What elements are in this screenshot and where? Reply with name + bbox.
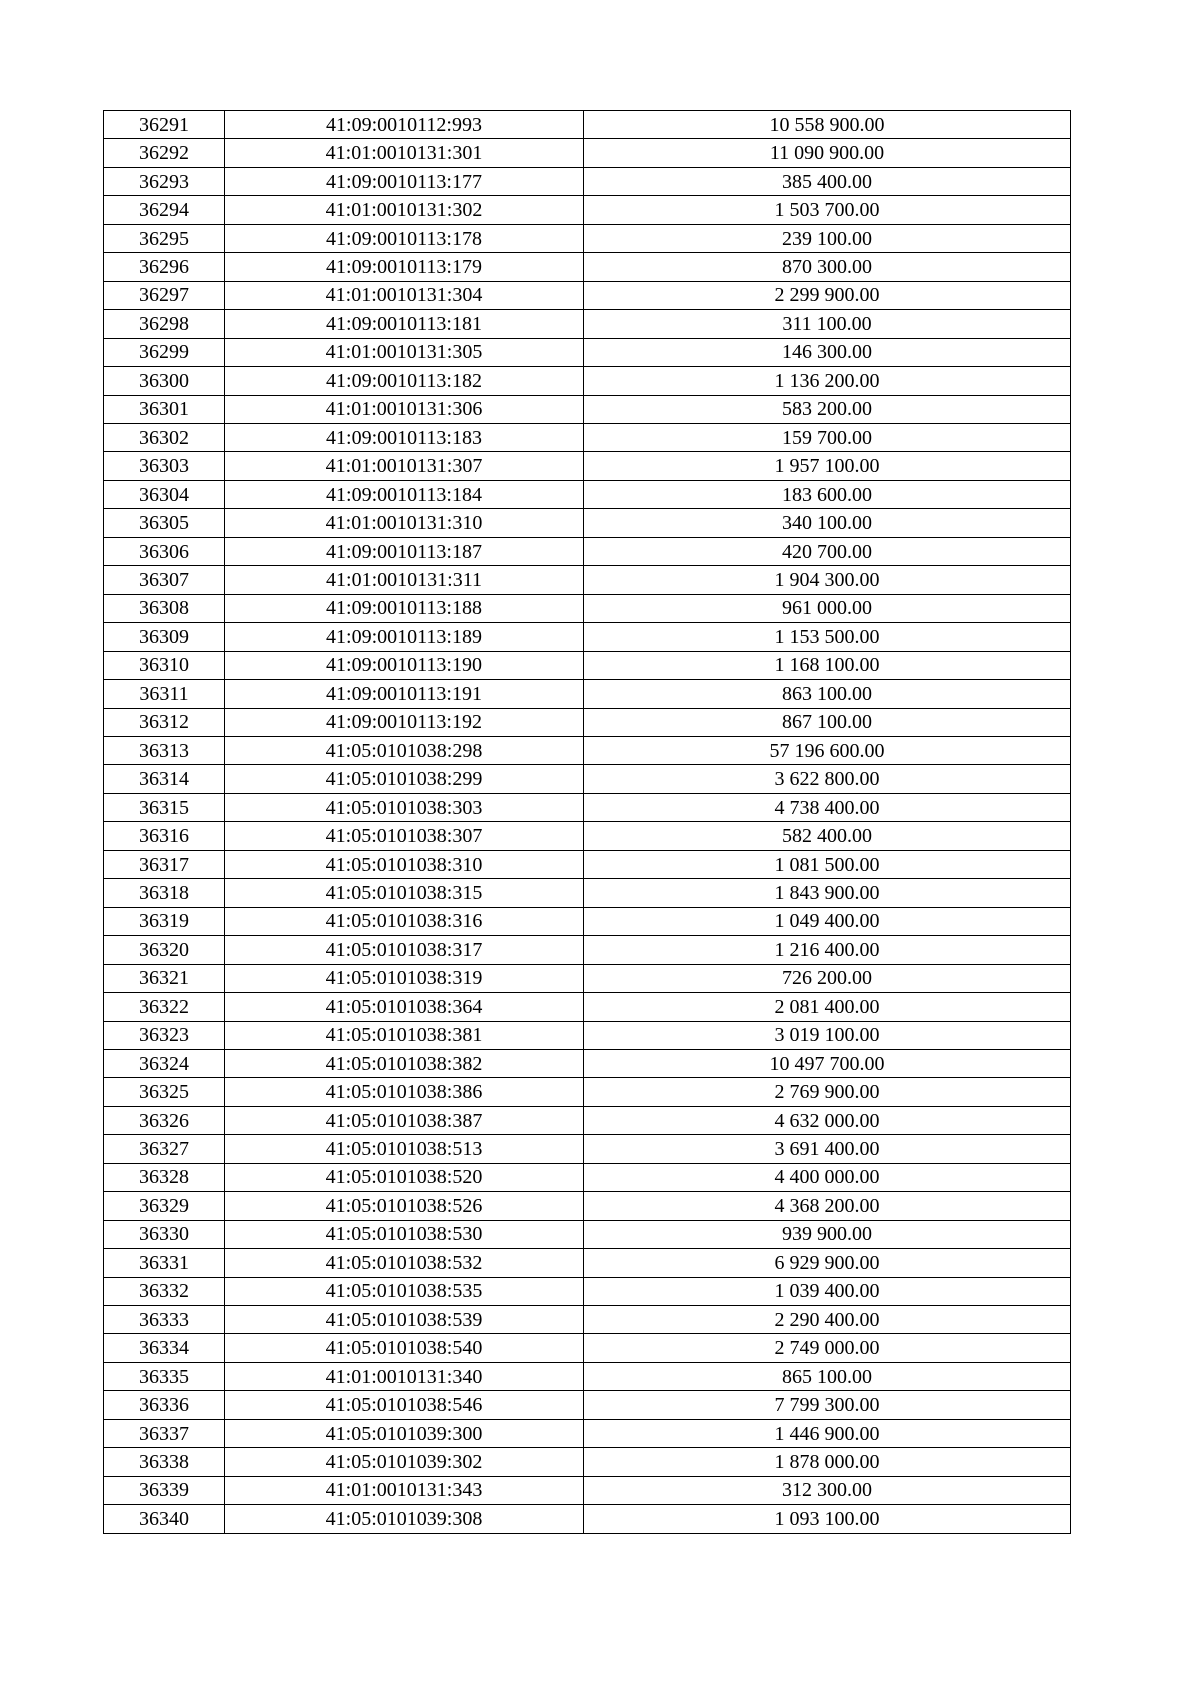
table-row bbox=[104, 367, 1071, 395]
cadastral-number-cell: 41:05:0101038:526 bbox=[225, 1192, 584, 1220]
cadastral-number-cell: 41:05:0101038:299 bbox=[225, 765, 584, 793]
row-number-cell: 36326 bbox=[104, 1106, 225, 1134]
cadastral-value-table bbox=[103, 110, 1071, 1534]
table-row bbox=[104, 765, 1071, 793]
table-row bbox=[104, 338, 1071, 366]
row-number-cell: 36338 bbox=[104, 1448, 225, 1476]
row-number-cell: 36307 bbox=[104, 566, 225, 594]
cadastral-number-cell: 41:09:0010113:184 bbox=[225, 480, 584, 508]
row-number-cell: 36318 bbox=[104, 879, 225, 907]
cadastral-number-cell: 41:09:0010113:182 bbox=[225, 367, 584, 395]
cadastral-number-cell: 41:05:0101038:386 bbox=[225, 1078, 584, 1106]
row-number-cell: 36299 bbox=[104, 338, 225, 366]
cadastral-value-cell: 870 300.00 bbox=[584, 253, 1071, 281]
cadastral-value-cell: 385 400.00 bbox=[584, 167, 1071, 195]
cadastral-value-cell: 146 300.00 bbox=[584, 338, 1071, 366]
row-number-cell: 36303 bbox=[104, 452, 225, 480]
cadastral-value-cell: 6 929 900.00 bbox=[584, 1249, 1071, 1277]
cadastral-value-cell: 420 700.00 bbox=[584, 537, 1071, 565]
table-row bbox=[104, 1163, 1071, 1191]
row-number-cell: 36340 bbox=[104, 1505, 225, 1533]
cadastral-number-cell: 41:05:0101038:381 bbox=[225, 1021, 584, 1049]
row-number-cell: 36323 bbox=[104, 1021, 225, 1049]
table-row bbox=[104, 1049, 1071, 1077]
cadastral-value-cell: 312 300.00 bbox=[584, 1476, 1071, 1504]
row-number-cell: 36293 bbox=[104, 167, 225, 195]
table-row bbox=[104, 850, 1071, 878]
row-number-cell: 36322 bbox=[104, 993, 225, 1021]
cadastral-value-cell: 57 196 600.00 bbox=[584, 736, 1071, 764]
table-row bbox=[104, 310, 1071, 338]
cadastral-value-cell: 2 081 400.00 bbox=[584, 993, 1071, 1021]
cadastral-number-cell: 41:05:0101038:387 bbox=[225, 1106, 584, 1134]
row-number-cell: 36301 bbox=[104, 395, 225, 423]
row-number-cell: 36333 bbox=[104, 1306, 225, 1334]
cadastral-number-cell: 41:09:0010113:191 bbox=[225, 680, 584, 708]
row-number-cell: 36316 bbox=[104, 822, 225, 850]
row-number-cell: 36334 bbox=[104, 1334, 225, 1362]
table-row bbox=[104, 793, 1071, 821]
cadastral-number-cell: 41:09:0010113:187 bbox=[225, 537, 584, 565]
cadastral-number-cell: 41:05:0101038:317 bbox=[225, 936, 584, 964]
cadastral-number-cell: 41:05:0101039:308 bbox=[225, 1505, 584, 1533]
table-row bbox=[104, 111, 1071, 139]
cadastral-value-cell: 340 100.00 bbox=[584, 509, 1071, 537]
cadastral-number-cell: 41:05:0101038:539 bbox=[225, 1306, 584, 1334]
row-number-cell: 36297 bbox=[104, 281, 225, 309]
cadastral-number-cell: 41:01:0010131:305 bbox=[225, 338, 584, 366]
cadastral-value-cell: 10 558 900.00 bbox=[584, 111, 1071, 139]
cadastral-number-cell: 41:01:0010131:340 bbox=[225, 1362, 584, 1390]
cadastral-number-cell: 41:05:0101038:530 bbox=[225, 1220, 584, 1248]
row-number-cell: 36300 bbox=[104, 367, 225, 395]
cadastral-value-cell: 3 691 400.00 bbox=[584, 1135, 1071, 1163]
table-row bbox=[104, 253, 1071, 281]
cadastral-number-cell: 41:05:0101038:315 bbox=[225, 879, 584, 907]
row-number-cell: 36292 bbox=[104, 139, 225, 167]
table-row bbox=[104, 1078, 1071, 1106]
cadastral-value-cell: 1 039 400.00 bbox=[584, 1277, 1071, 1305]
row-number-cell: 36321 bbox=[104, 964, 225, 992]
row-number-cell: 36330 bbox=[104, 1220, 225, 1248]
table-row bbox=[104, 993, 1071, 1021]
row-number-cell: 36308 bbox=[104, 594, 225, 622]
table-row bbox=[104, 1505, 1071, 1533]
cadastral-number-cell: 41:05:0101038:310 bbox=[225, 850, 584, 878]
cadastral-value-cell: 1 081 500.00 bbox=[584, 850, 1071, 878]
cadastral-value-cell: 2 299 900.00 bbox=[584, 281, 1071, 309]
cadastral-number-cell: 41:01:0010131:311 bbox=[225, 566, 584, 594]
cadastral-number-cell: 41:05:0101038:364 bbox=[225, 993, 584, 1021]
cadastral-number-cell: 41:09:0010113:190 bbox=[225, 651, 584, 679]
row-number-cell: 36339 bbox=[104, 1476, 225, 1504]
cadastral-value-cell: 1 093 100.00 bbox=[584, 1505, 1071, 1533]
cadastral-value-cell: 1 168 100.00 bbox=[584, 651, 1071, 679]
table-row bbox=[104, 167, 1071, 195]
row-number-cell: 36315 bbox=[104, 793, 225, 821]
row-number-cell: 36298 bbox=[104, 310, 225, 338]
cadastral-value-cell: 10 497 700.00 bbox=[584, 1049, 1071, 1077]
cadastral-number-cell: 41:01:0010131:307 bbox=[225, 452, 584, 480]
cadastral-value-cell: 583 200.00 bbox=[584, 395, 1071, 423]
cadastral-number-cell: 41:09:0010113:177 bbox=[225, 167, 584, 195]
cadastral-value-cell: 183 600.00 bbox=[584, 480, 1071, 508]
table-row bbox=[104, 907, 1071, 935]
table-row bbox=[104, 1362, 1071, 1390]
table-row bbox=[104, 395, 1071, 423]
cadastral-value-cell: 2 290 400.00 bbox=[584, 1306, 1071, 1334]
cadastral-number-cell: 41:09:0010113:183 bbox=[225, 423, 584, 451]
cadastral-value-cell: 4 738 400.00 bbox=[584, 793, 1071, 821]
row-number-cell: 36329 bbox=[104, 1192, 225, 1220]
row-number-cell: 36294 bbox=[104, 196, 225, 224]
table-row bbox=[104, 964, 1071, 992]
cadastral-number-cell: 41:05:0101038:319 bbox=[225, 964, 584, 992]
cadastral-number-cell: 41:09:0010112:993 bbox=[225, 111, 584, 139]
cadastral-value-cell: 1 843 900.00 bbox=[584, 879, 1071, 907]
cadastral-value-cell: 11 090 900.00 bbox=[584, 139, 1071, 167]
cadastral-value-cell: 2 769 900.00 bbox=[584, 1078, 1071, 1106]
table-row bbox=[104, 936, 1071, 964]
row-number-cell: 36328 bbox=[104, 1163, 225, 1191]
cadastral-value-cell: 1 216 400.00 bbox=[584, 936, 1071, 964]
cadastral-value-cell: 3 622 800.00 bbox=[584, 765, 1071, 793]
row-number-cell: 36324 bbox=[104, 1049, 225, 1077]
cadastral-number-cell: 41:05:0101038:298 bbox=[225, 736, 584, 764]
table-row bbox=[104, 566, 1071, 594]
cadastral-value-cell: 863 100.00 bbox=[584, 680, 1071, 708]
table-row bbox=[104, 224, 1071, 252]
table-row bbox=[104, 736, 1071, 764]
cadastral-number-cell: 41:05:0101038:532 bbox=[225, 1249, 584, 1277]
cadastral-value-cell: 1 904 300.00 bbox=[584, 566, 1071, 594]
cadastral-value-cell: 867 100.00 bbox=[584, 708, 1071, 736]
row-number-cell: 36304 bbox=[104, 480, 225, 508]
table-row bbox=[104, 537, 1071, 565]
table-row bbox=[104, 1021, 1071, 1049]
cadastral-number-cell: 41:09:0010113:179 bbox=[225, 253, 584, 281]
cadastral-value-cell: 4 368 200.00 bbox=[584, 1192, 1071, 1220]
table-row bbox=[104, 423, 1071, 451]
cadastral-value-cell: 239 100.00 bbox=[584, 224, 1071, 252]
row-number-cell: 36309 bbox=[104, 623, 225, 651]
cadastral-number-cell: 41:01:0010131:301 bbox=[225, 139, 584, 167]
row-number-cell: 36291 bbox=[104, 111, 225, 139]
table-row bbox=[104, 708, 1071, 736]
row-number-cell: 36337 bbox=[104, 1419, 225, 1447]
table-row bbox=[104, 1306, 1071, 1334]
cadastral-value-cell: 4 400 000.00 bbox=[584, 1163, 1071, 1191]
row-number-cell: 36305 bbox=[104, 509, 225, 537]
row-number-cell: 36331 bbox=[104, 1249, 225, 1277]
table-row bbox=[104, 1334, 1071, 1362]
table-row bbox=[104, 680, 1071, 708]
cadastral-number-cell: 41:09:0010113:178 bbox=[225, 224, 584, 252]
table-row bbox=[104, 139, 1071, 167]
table-row bbox=[104, 623, 1071, 651]
cadastral-number-cell: 41:05:0101038:382 bbox=[225, 1049, 584, 1077]
cadastral-number-cell: 41:09:0010113:188 bbox=[225, 594, 584, 622]
table-row bbox=[104, 879, 1071, 907]
cadastral-number-cell: 41:05:0101039:300 bbox=[225, 1419, 584, 1447]
table-body bbox=[104, 111, 1071, 1534]
table-row bbox=[104, 1419, 1071, 1447]
table-row bbox=[104, 1249, 1071, 1277]
table-row bbox=[104, 1220, 1071, 1248]
cadastral-number-cell: 41:05:0101038:540 bbox=[225, 1334, 584, 1362]
row-number-cell: 36313 bbox=[104, 736, 225, 764]
cadastral-number-cell: 41:05:0101038:307 bbox=[225, 822, 584, 850]
cadastral-value-cell: 1 153 500.00 bbox=[584, 623, 1071, 651]
table-row bbox=[104, 452, 1071, 480]
cadastral-number-cell: 41:01:0010131:310 bbox=[225, 509, 584, 537]
table-row bbox=[104, 822, 1071, 850]
table-row bbox=[104, 1448, 1071, 1476]
table-row bbox=[104, 1391, 1071, 1419]
cadastral-number-cell: 41:05:0101038:513 bbox=[225, 1135, 584, 1163]
row-number-cell: 36332 bbox=[104, 1277, 225, 1305]
row-number-cell: 36295 bbox=[104, 224, 225, 252]
cadastral-value-cell: 1 446 900.00 bbox=[584, 1419, 1071, 1447]
row-number-cell: 36314 bbox=[104, 765, 225, 793]
cadastral-value-cell: 961 000.00 bbox=[584, 594, 1071, 622]
cadastral-value-cell: 2 749 000.00 bbox=[584, 1334, 1071, 1362]
cadastral-number-cell: 41:05:0101038:303 bbox=[225, 793, 584, 821]
cadastral-value-cell: 311 100.00 bbox=[584, 310, 1071, 338]
row-number-cell: 36302 bbox=[104, 423, 225, 451]
table-row bbox=[104, 509, 1071, 537]
cadastral-number-cell: 41:05:0101039:302 bbox=[225, 1448, 584, 1476]
cadastral-value-cell: 865 100.00 bbox=[584, 1362, 1071, 1390]
cadastral-number-cell: 41:05:0101038:535 bbox=[225, 1277, 584, 1305]
row-number-cell: 36327 bbox=[104, 1135, 225, 1163]
table-row bbox=[104, 1277, 1071, 1305]
row-number-cell: 36312 bbox=[104, 708, 225, 736]
cadastral-number-cell: 41:05:0101038:316 bbox=[225, 907, 584, 935]
table-row bbox=[104, 1192, 1071, 1220]
row-number-cell: 36336 bbox=[104, 1391, 225, 1419]
cadastral-value-cell: 1 878 000.00 bbox=[584, 1448, 1071, 1476]
table-row bbox=[104, 281, 1071, 309]
cadastral-number-cell: 41:05:0101038:520 bbox=[225, 1163, 584, 1191]
table-row bbox=[104, 480, 1071, 508]
cadastral-value-cell: 4 632 000.00 bbox=[584, 1106, 1071, 1134]
cadastral-number-cell: 41:05:0101038:546 bbox=[225, 1391, 584, 1419]
cadastral-value-cell: 159 700.00 bbox=[584, 423, 1071, 451]
cadastral-value-cell: 582 400.00 bbox=[584, 822, 1071, 850]
table-row bbox=[104, 1476, 1071, 1504]
cadastral-number-cell: 41:09:0010113:189 bbox=[225, 623, 584, 651]
cadastral-number-cell: 41:01:0010131:302 bbox=[225, 196, 584, 224]
table-row bbox=[104, 594, 1071, 622]
row-number-cell: 36335 bbox=[104, 1362, 225, 1390]
cadastral-value-cell: 7 799 300.00 bbox=[584, 1391, 1071, 1419]
row-number-cell: 36311 bbox=[104, 680, 225, 708]
cadastral-value-cell: 1 049 400.00 bbox=[584, 907, 1071, 935]
table-row bbox=[104, 651, 1071, 679]
cadastral-value-cell: 1 136 200.00 bbox=[584, 367, 1071, 395]
cadastral-number-cell: 41:01:0010131:306 bbox=[225, 395, 584, 423]
cadastral-value-cell: 1 503 700.00 bbox=[584, 196, 1071, 224]
cadastral-value-cell: 939 900.00 bbox=[584, 1220, 1071, 1248]
table-row bbox=[104, 1106, 1071, 1134]
row-number-cell: 36319 bbox=[104, 907, 225, 935]
cadastral-number-cell: 41:09:0010113:192 bbox=[225, 708, 584, 736]
cadastral-value-cell: 3 019 100.00 bbox=[584, 1021, 1071, 1049]
table-row bbox=[104, 196, 1071, 224]
cadastral-value-cell: 1 957 100.00 bbox=[584, 452, 1071, 480]
cadastral-number-cell: 41:01:0010131:343 bbox=[225, 1476, 584, 1504]
row-number-cell: 36306 bbox=[104, 537, 225, 565]
cadastral-number-cell: 41:09:0010113:181 bbox=[225, 310, 584, 338]
cadastral-value-cell: 726 200.00 bbox=[584, 964, 1071, 992]
cadastral-number-cell: 41:01:0010131:304 bbox=[225, 281, 584, 309]
row-number-cell: 36325 bbox=[104, 1078, 225, 1106]
row-number-cell: 36296 bbox=[104, 253, 225, 281]
row-number-cell: 36320 bbox=[104, 936, 225, 964]
table-row bbox=[104, 1135, 1071, 1163]
row-number-cell: 36310 bbox=[104, 651, 225, 679]
row-number-cell: 36317 bbox=[104, 850, 225, 878]
